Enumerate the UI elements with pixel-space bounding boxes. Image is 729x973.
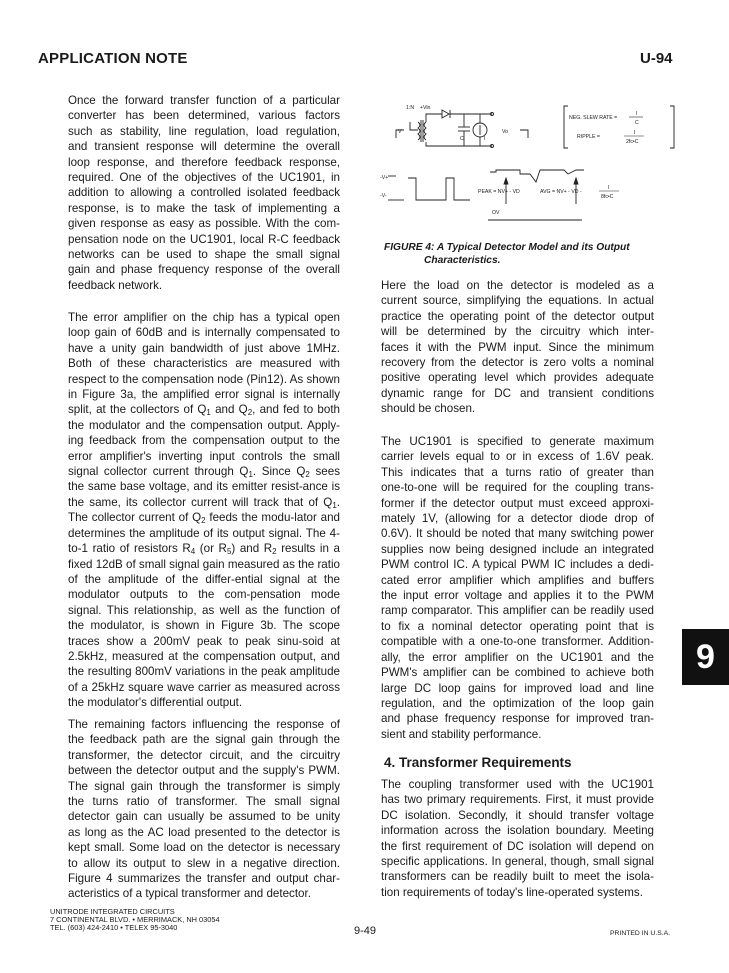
text-line: and phase frequency response for improved tran- bbox=[381, 712, 654, 726]
footer-street: 7 CONTINENTAL BLVD. • MERRIMACK, NH 03054 bbox=[50, 915, 220, 925]
text-line: regulation, and the optimization of the loop gain bbox=[381, 696, 654, 710]
text-line: will be determined by the circuitry which inter- bbox=[381, 325, 654, 339]
text-line: ally, the error amplifier on the UC1901 and the bbox=[381, 650, 654, 664]
vplus-label: -V+ bbox=[380, 175, 389, 181]
text-line: transformer, the detector circuit, and the circuitry bbox=[68, 748, 340, 762]
text-line: sient and stability performance. bbox=[381, 727, 542, 741]
text-line: PWM's amplifier can be combined to achieve both bbox=[381, 666, 654, 680]
text-line: The UC1901 is specified to generate maximum bbox=[381, 435, 654, 448]
text-line: Here the load on the detector is modeled as a bbox=[381, 279, 654, 292]
text-line: between the detector output and the supply's PWM. bbox=[68, 764, 340, 778]
text-line: the input error voltage and applies it to the PWM bbox=[381, 589, 654, 603]
detector-model-figure bbox=[380, 100, 680, 230]
frac3-num: I bbox=[608, 185, 610, 191]
figure-caption-line-1: FIGURE 4: A Typical Detector Model and its Output bbox=[384, 242, 630, 253]
text-line: ramp comparator. This amplifier can be readily used bbox=[381, 604, 654, 618]
text-line: The coupling transformer used with the UC1901 bbox=[381, 778, 654, 791]
text-line: mately 1V, (allowing for a detector diode drop of bbox=[381, 512, 654, 526]
peak-label: PEAK = NV+ - VD bbox=[478, 189, 520, 195]
footer-company: UNITRODE INTEGRATED CIRCUITS bbox=[50, 907, 175, 916]
text-line: The signal gain through the transformer is simply bbox=[68, 779, 340, 793]
turns-ratio-label: 1:N bbox=[406, 105, 415, 111]
section-title: 4. Transformer Requirements bbox=[384, 755, 572, 770]
printed-note: PRINTED IN U.S.A. bbox=[610, 930, 671, 937]
text-line: converter has been determined, various factors bbox=[68, 109, 340, 123]
footer-phone: TEL. (603) 424-2410 • TELEX 95-3040 bbox=[50, 923, 178, 933]
text-line: large DC loop gains for improved load and line bbox=[381, 681, 654, 695]
ripple-label: RIPPLE = bbox=[577, 134, 600, 140]
text-line: Figure 4 summarizes the transfer and output char- bbox=[68, 872, 340, 886]
left-paragraph-3 bbox=[68, 717, 340, 902]
right-paragraph-3 bbox=[381, 777, 654, 900]
left-paragraph-2: The error amplifier on the chip has a typical open loop gain of 60dB and is internally compensated to have a unity gain bandwidth of just above 1MHz. Both of these characteristics are measured with respect to the compensation node (Pin12). As shown in Figure 3a, the amplified error signal is internally split, at the collectors of $Q_1$ and $Q_2$, and fed to both the modulator and the compensation output. Apply-ing feedback from the compensation output to the error amplifier's inverting input controls the small signal collector current through $Q_1$. Since $Q_2$ sees the same base voltage, and its emitter resist-ance is the same, its collector current will track that of $Q_1$. The collector current of $Q_2$ feeds the modu-lator and determines the amplitude of its output signal. The 4-to-1 ratio of resistors $R_4$ (or $R_5$) and $R_2$ results in a fixed 12dB of small signal gain measured as the ratio of the amplitude of the differ-ential signal at the modulator outputs to the com-pensation mode signal. This relationship, as well as the function of the modulator, is shown in Figure 3b. The scope traces show a 200mV peak to peak sinu-soid at 2.5kHz, measured at the compensation output, and the resulting 800mV variations in the peak amplitude of a 25kHz square wave carrier as measured across the modulator's differential output. bbox=[68, 311, 340, 710]
vo-label: Vo bbox=[502, 129, 509, 135]
text-line: acteristics of a typical transformer and detector. bbox=[68, 887, 311, 901]
text-line: faces it with the PWM input. Since the minimum bbox=[381, 340, 654, 354]
text-line: recovery from the detector is zero volts a nominal bbox=[381, 356, 654, 370]
text-line: the feedback path are the signal gain through the bbox=[68, 733, 340, 747]
text-line: positive operating level which provides adequate bbox=[381, 371, 654, 385]
ov-label: OV bbox=[492, 210, 500, 216]
text-line: practice the operating point of the detector output bbox=[381, 309, 654, 323]
text-line: detector gain can usually be assumed to be unity bbox=[68, 810, 340, 824]
frac3-den: 8fc•C bbox=[601, 194, 614, 200]
vin-left-label: V bbox=[398, 129, 402, 135]
text-line: specific applications. In general, though, small signal bbox=[381, 855, 654, 869]
text-line: to allow its output to slew in a negative direction. bbox=[68, 856, 340, 870]
text-line: tion requirements of today's line-operated systems. bbox=[381, 885, 643, 899]
text-line: supplies now being designed include an integrated bbox=[381, 542, 654, 556]
text-line: given response as easy as possible. With the com- bbox=[68, 217, 340, 231]
footer-address bbox=[50, 908, 220, 933]
text-line: This indicates that a turns ratio of greater than bbox=[381, 465, 654, 479]
figure-caption bbox=[384, 242, 656, 267]
figure-caption-line-2: Characteristics. bbox=[424, 254, 501, 266]
text-line: former if the detector output must exceed approxi- bbox=[381, 496, 654, 510]
text-line: such as stability, line regulation, load regulation, bbox=[68, 124, 340, 138]
text-line: PWM control IC. A typical PWM IC includes a dedi- bbox=[381, 558, 654, 572]
text-line: should be chosen. bbox=[381, 402, 476, 416]
text-line: information across the isolation boundary. Meeting bbox=[381, 824, 654, 838]
text-line: gain and phase frequency response of the overall bbox=[68, 263, 340, 277]
right-paragraph-2 bbox=[381, 434, 654, 742]
text-line: has two primary requirements. First, it must provide bbox=[381, 793, 654, 807]
frac2-num: I bbox=[634, 130, 636, 136]
text-line: response, is to make the task of implementing a bbox=[68, 201, 340, 215]
neg-slew-label: NEG. SLEW RATE = bbox=[569, 115, 618, 121]
text-line: addition to allowing a controlled isolated feedback bbox=[68, 186, 340, 200]
left-paragraph-1 bbox=[68, 93, 340, 293]
vin-top-label: +Vin bbox=[420, 105, 431, 111]
text-line: kept small. Some load on the detector is necessary bbox=[68, 841, 340, 855]
text-line: The remaining factors influencing the response of bbox=[68, 718, 340, 731]
text-line: one-to-one will be required for the coupling trans- bbox=[381, 481, 654, 495]
chapter-tab: 9 bbox=[682, 629, 729, 685]
text-line: feedback network. bbox=[68, 278, 163, 292]
text-line: loop response, and therefore feedback response, bbox=[68, 155, 340, 169]
text-line: current source, simplifying the equations. In actual bbox=[381, 294, 654, 308]
text-line: as long as the AC load presented to the detector is bbox=[68, 825, 340, 839]
iload-label: I bbox=[484, 136, 486, 142]
cap-label: C bbox=[460, 136, 464, 142]
frac1-num: I bbox=[636, 111, 638, 117]
page-number: 9-49 bbox=[354, 925, 377, 937]
header-title: APPLICATION NOTE bbox=[38, 50, 188, 67]
text-line: compatible with a one-to-one transformer. Addition- bbox=[381, 635, 654, 649]
text-line: 0.6V). It should be noted that many switching power bbox=[381, 527, 654, 541]
text-line: to fix a nominal detector operating point that is bbox=[381, 619, 654, 633]
right-paragraph-1 bbox=[381, 278, 654, 417]
text-line: networks can be used to shape the small signal bbox=[68, 248, 340, 262]
frac2-den: 2fc•C bbox=[626, 139, 639, 145]
frac1-den: C bbox=[635, 120, 639, 126]
text-line: the turns ratio of transformer. The small signal bbox=[68, 795, 340, 809]
text-line: Once the forward transfer function of a particular bbox=[68, 94, 340, 107]
text-line: carrier levels equal to or in excess of 1.6V peak. bbox=[381, 450, 654, 464]
vminus-label: -V- bbox=[380, 193, 387, 199]
text-line: and transient response will determine the overall bbox=[68, 140, 340, 154]
text-line: DC isolation. Secondly, it should transfer voltage bbox=[381, 808, 654, 822]
text-line: required. One of the objectives of the UC1901, in bbox=[68, 171, 340, 185]
text-line: the first requirement of DC isolation will depend on bbox=[381, 839, 654, 853]
text-line: pensation node on the UC1901, local R-C feedback bbox=[68, 232, 340, 246]
header-code: U-94 bbox=[640, 50, 673, 67]
avg-label: AVG = NV+ - VD - bbox=[540, 189, 582, 195]
text-line: cated error amplifier which amplifies and buffers bbox=[381, 573, 654, 587]
text-line: transformers can be readily built to meet the isola- bbox=[381, 870, 654, 884]
text-line: dynamic range for DC and transient conditions bbox=[381, 386, 654, 400]
